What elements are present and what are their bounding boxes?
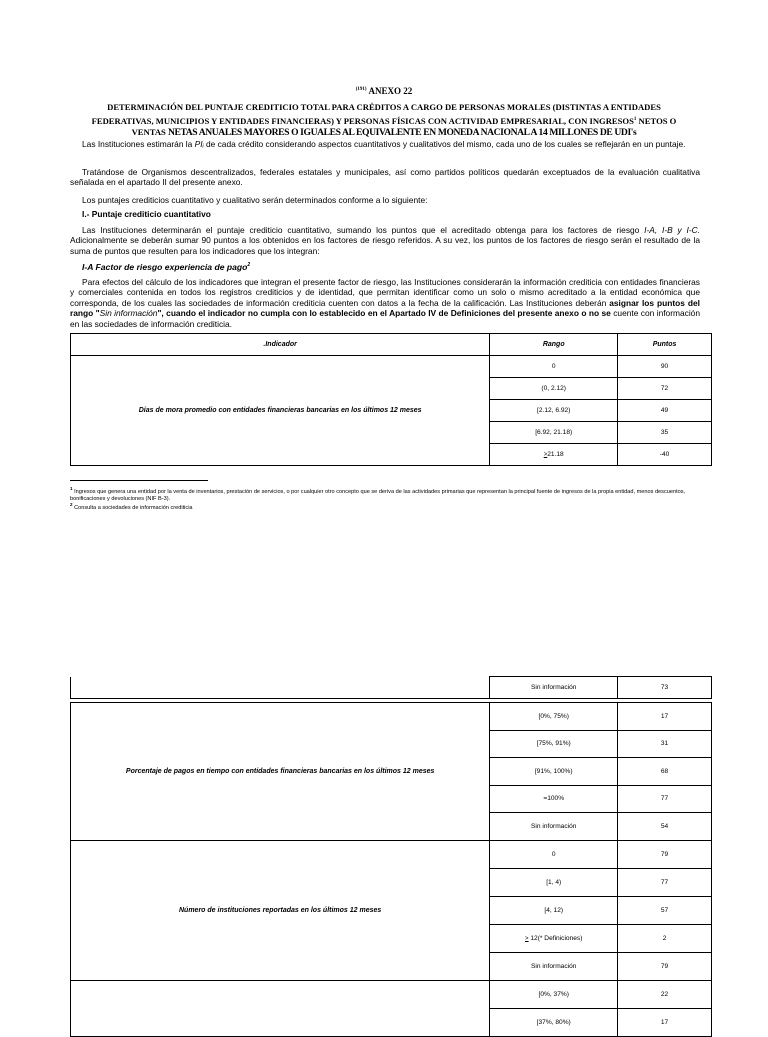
points-cell: 68 [618,758,712,786]
range-cell: Sin información [490,952,618,980]
range-cell: [37%, 80%) [490,1008,618,1036]
points-cell: 77 [618,868,712,896]
footnote-ref-2: 2 [247,262,251,269]
document-heading [78,102,690,138]
footnote-1: $^1$ Ingresos que genera una entidad por la venta de inventarios, prestación de servicios, o por cualquier otro concepto que se deriva de las actividades primarias que representan la principal fuente de ingresos de la propia entidad, menos descuentos, bonificaciones y devoluciones (NIF B-3). [70,486,686,502]
points-cell: 2 [618,924,712,952]
heading-footnote-ref: 1 [633,116,637,122]
points-cell: 49 [618,400,712,422]
points-cell: 35 [618,422,712,444]
range-cell: [1, 4) [490,868,618,896]
points-cell: 77 [618,785,712,813]
range-cell: Sin información [490,813,618,841]
range-cell: 0 [490,356,618,378]
range-cell: > 12(* Definiciones) [490,924,618,952]
paragraph-payment-factor: Para efectos del cálculo de los indicadores que integran el presente factor de riesgo, las Instituciones considerarán la información crediticia con entidades financieras y comerciales contenida en todos los registros crediticios y de identidad, que permitan identificar como un solo o mismo acreditado a la entidad económica que corresponda, de los cuales las sociedades de información crediticia cuenten con datos a la fecha de la calificación. Las Instituciones deberán asignar los puntos del rango "Sin información", cuando el indicador no cumpla con lo establecido en el Apartado IV de Definiciones del presente anexo o no se cuente con información en las sociedades de información crediticia. [70,277,700,329]
risk-table-days-overdue [70,333,712,466]
table-row [71,840,712,868]
range-cell: 0 [490,840,618,868]
points-cell: 17 [618,1008,712,1036]
points-cell: 54 [618,813,712,841]
range-cell: [91%, 100%) [490,758,618,786]
heading-tail-a: NETOS O VENTAS [131,115,677,137]
range-cell: Sin información [490,677,618,699]
range-cell: [6.92, 21.18) [490,422,618,444]
table-row [71,356,712,378]
points-cell: 57 [618,896,712,924]
points-cell: 73 [618,677,712,699]
points-cell: 17 [618,703,712,731]
header-indicator: .Indicador [71,334,490,356]
points-cell: 90 [618,356,712,378]
section-heading-payment-experience: I-A Factor de riesgo experiencia de pago$^2$ [82,262,251,272]
header-range: Rango [490,334,618,356]
header-points: Puntos [618,334,712,356]
annex-marker: (191) [355,87,367,92]
paragraph-intro: Las Instituciones estimarán la PIᵢ de cada crédito considerando aspectos cuantitativos y cualitativos del mismo, cada uno de los cuales se reflejarán en un puntaje. [82,139,686,149]
points-cell: 22 [618,980,712,1008]
range-cell: [75%, 91%) [490,730,618,758]
risk-table-continued [70,676,712,1037]
range-cell: [0%, 37%) [490,980,618,1008]
points-cell: 79 [618,952,712,980]
table-header-row [71,334,712,356]
range-cell: >21.18 [490,444,618,466]
indicator-cell: Días de mora promedio con entidades financieras bancarias en los últimos 12 meses [71,356,490,466]
indicator-cell [71,980,490,1036]
range-cell: [2.12, 6.92) [490,400,618,422]
range-cell: (0, 2.12) [490,378,618,400]
footnote-2: $^2$ Consulta a sociedades de información crediticia [70,502,193,511]
points-cell: -40 [618,444,712,466]
table-row [71,703,712,731]
range-cell: =100% [490,785,618,813]
paragraph-exceptions: Tratándose de Organismos descentralizados, federales estatales y municipales, así como partidos políticos quedarán exceptuados de la evaluación cualitativa señalada en el apartado II del presente anexo. [70,167,700,188]
indicator-cell: Porcentaje de pagos en tiempo con entidades financieras bancarias en los últimos 12 meses [71,703,490,841]
pi-symbol: PIᵢ [194,139,204,149]
indicator-cell-continued [71,677,490,699]
table-row [71,980,712,1008]
range-cell: [4, 12) [490,896,618,924]
ge-symbol: > [543,452,548,458]
points-cell: 31 [618,730,712,758]
table-row [71,677,712,699]
section-heading-quantitative: I.- Puntaje crediticio cuantitativo [82,209,211,219]
annex-title [0,86,768,96]
range-cell: [0%, 75%) [490,703,618,731]
points-cell: 72 [618,378,712,400]
annex-label: ANEXO 22 [368,86,413,96]
points-cell: 79 [618,840,712,868]
heading-main: DETERMINACIÓN DEL PUNTAJE CREDITICIO TOTAL PARA CRÉDITOS A CARGO DE PERSONAS MORALES (DISTINTAS A ENTIDADES FEDERATIVAS, MUNICIPIOS Y ENTIDADES FINANCIERAS) Y PERSONAS FÍSICAS CON ACTIVIDAD EMPRESARIAL, CON INGRESOS [91,102,661,126]
heading-tail-b: NETAS ANUALES MAYORES O IGUALES AL EQUIVALENTE EN MONEDA NACIONAL A 14 MILLONES DE UDI's [167,126,637,138]
indicator-cell: Número de instituciones reportadas en los últimos 12 meses [71,840,490,980]
footnote-divider [70,480,208,481]
paragraph-quantitative: Las Instituciones determinarán el puntaje crediticio cuantitativo, sumando los puntos que el acreditado obtenga para los factores de riesgo I-A, I-B y I-C. Adicionalmente se deberán sumar 90 puntos a los obtenidos en los factores de riesgo referidos. A su vez, los puntos de los factores de riesgo serán el resultado de la suma de puntos que resulten para los indicadores que los integran: [70,225,701,256]
ge-symbol: > [525,935,529,942]
paragraph-determination: Los puntajes crediticios cuantitativo y cualitativo serán determinados conforme a lo siguiente: [82,195,428,205]
